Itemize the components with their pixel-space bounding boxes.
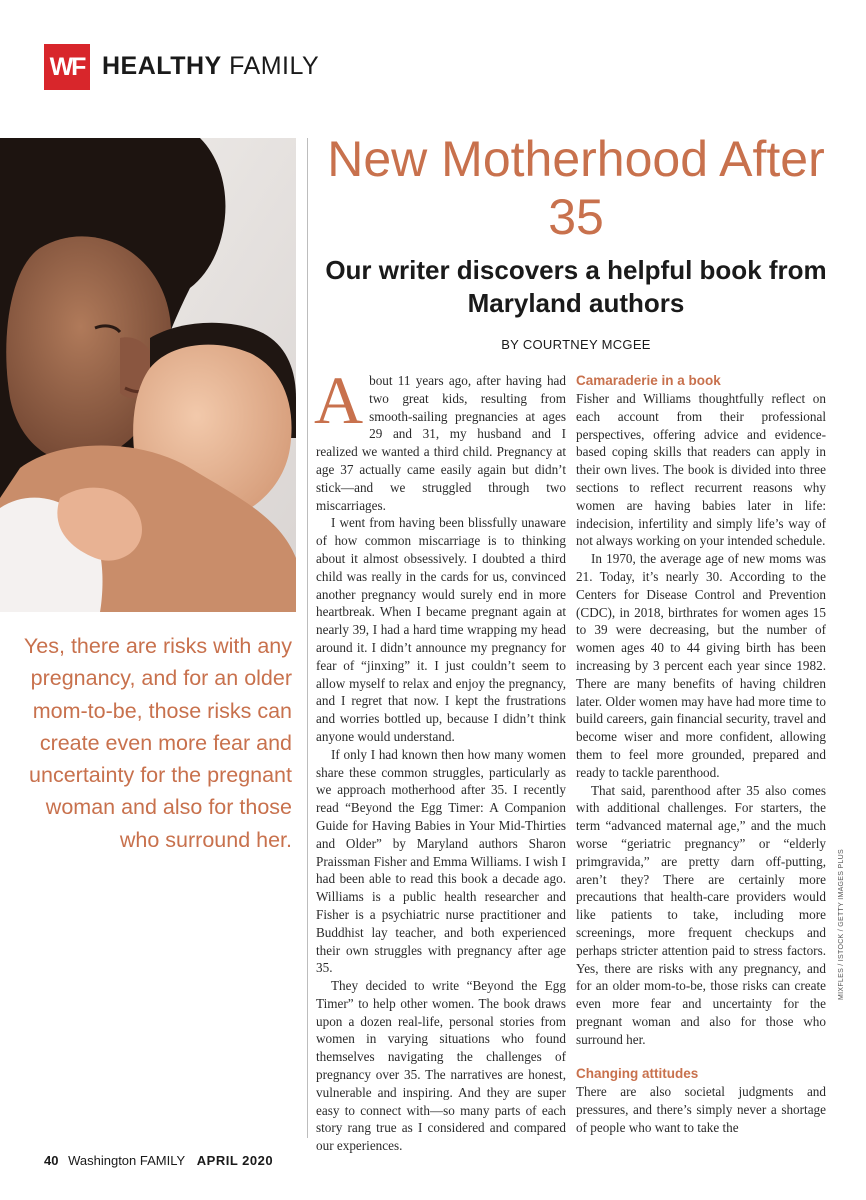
article-title: New Motherhood After 35 (327, 131, 825, 245)
page-footer (44, 1153, 273, 1168)
body-paragraph-text: bout 11 years ago, after having had two great kids, resulting from smooth-sailing pregnancies at ages 29 and 31, my husband and I realized we wanted a third child. Pregnancy at age 37 actually came easily again but didn’t stick—and we struggled through two miscarriages. (316, 373, 566, 513)
body-column-2 (576, 372, 826, 1137)
body-paragraph (314, 362, 566, 514)
body-paragraph: That said, parenthood after 35 also comes with additional challenges. For starters, the term “advanced maternal age,” and the much worse “geriatric pregnancy” or “elderly primgravida,” are pretty darn off-putting, aren’t they? There are certainly more precautions that health-care providers would like patients to take, including more screenings, more frequent checkups and perhaps stricter attention paid to stress factors. Yes, there are risks with any pregnancy, and for an older mom-to-be, those risks can create even more fear and uncertainty for the pregnant woman and also for those who surround her. (576, 782, 826, 1047)
subheading-camaraderie: Camaraderie in a book (576, 373, 721, 388)
section-title (102, 52, 319, 81)
byline: BY COURTNEY MCGEE (501, 337, 651, 352)
mother-baby-photo (0, 138, 296, 612)
drop-cap: A (314, 362, 364, 438)
pull-quote: Yes, there are risks with any pregnancy, and for an older mom-to-be, those risks can create even more fear and uncertainty for the pregnant woman and also for those who surround her. (23, 634, 292, 852)
magazine-name: Washington FAMILY (68, 1153, 186, 1168)
article-subtitle: Our writer discovers a helpful book from Maryland authors (325, 255, 827, 318)
issue-date: APRIL 2020 (196, 1153, 274, 1168)
subheading-changing-attitudes: Changing attitudes (576, 1066, 699, 1082)
section-title-bold: HEALTHY (102, 52, 222, 80)
body-column-1 (314, 362, 566, 1155)
body-paragraph: If only I had known then how many women share these common struggles, particularly as we approach motherhood after 35. I recently read “Beyond the Egg Timer: A Companion Guide for Having Babies in Your Mid-Thirties and Older” by Maryland authors Sharon Praissman Fisher and Emma Williams. I wish I had been able to read this book a decade ago. Williams is a public health researcher and Fisher is a psychiatric nurse practitioner and Buddhist lay teacher, and both experienced their own struggles with pregnancy after age 35. (316, 746, 566, 976)
section-title-light: FAMILY (229, 52, 320, 80)
column-divider (307, 138, 308, 1138)
body-paragraph: They decided to write “Beyond the Egg Timer” to help other women. The book draws upon a dozen real-life, personal stories from women in varying situations who found themselves navigating the challenges of pregnancy over 35. The narratives are honest, vulnerable and inspiring. And they are super easy to connect with—so many parts of each story rang true as I considered and compared our experiences. (316, 978, 566, 1154)
page-number: 40 (44, 1153, 59, 1168)
body-paragraph: There are also societal judgments and pressures, and there’s simply never a shortage of people who want to take the (576, 1084, 826, 1136)
wf-logo: WF (44, 44, 90, 90)
body-paragraph: Fisher and Williams thoughtfully reflect on each account from their professional perspectives, offering advice and evidence-based coping skills that readers can apply in their own lives. The book is divided into three sections to reflect recurrent reasons why women are having babies later in life: indecision, infertility and simply life’s way of not always working on your intended schedule. (576, 391, 826, 549)
body-paragraph: In 1970, the average age of new moms was 21. Today, it’s nearly 30. According to the Centers for Disease Control and Prevention (CDC), in 2018, birthrates for women ages 15 to 39 were decreasing, but the number of women ages 40 to 44 giving birth has been increasing by 3 percent each year since 1982. There are many benefits of having children later. Older women may have had more time to build careers, gain financial security, travel and become wiser and more confident, allowing them to feel more grounded, prepared and ready to tackle parenthood. (576, 551, 826, 780)
body-paragraph: I went from having been blissfully unaware of how common miscarriage is to thinking about it almost obsessively. I doubted a third child was really in the cards for us, convinced another pregnancy would surely end in more heartbreak. When I became pregnant again at nearly 39, I had a hard time wrapping my head around it. I didn’t announce my pregnancy for fear of “jinxing” it. I just couldn’t seem to allow myself to relax and enjoy the pregnancy, and I regret that now. I kept the frustrations and worries bottled up, because I didn’t think anyone would understand. (316, 515, 566, 744)
photo-credit: MIXFLES / ISTOCK / GETTY IMAGES PLUS (838, 849, 845, 1000)
mother-baby-illustration (0, 138, 296, 612)
